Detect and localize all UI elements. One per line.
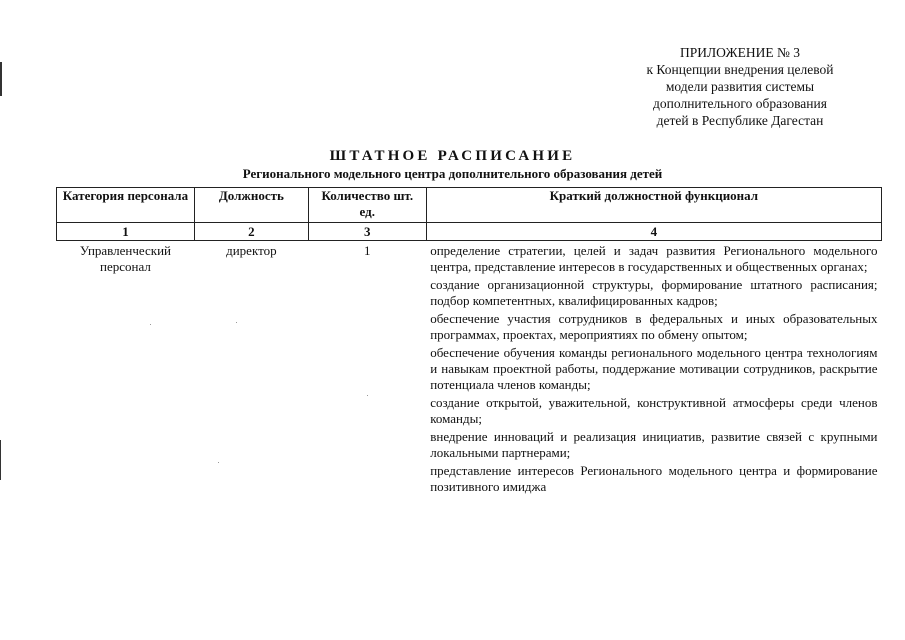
cell-count: 1 [364, 243, 371, 258]
document-title: ШТАТНОЕ РАСПИСАНИЕ [329, 148, 576, 164]
function-item: обеспечение участия сотрудников в федеральных и иных образовательных программах, проектах, мероприятиях по обмену опытом; [430, 311, 878, 342]
column-number: 3 [308, 223, 426, 241]
header-count: Количество шт. ед. [308, 188, 426, 223]
appendix-line: модели развития системы [665, 79, 815, 94]
table-header-row [57, 188, 882, 223]
appendix-line: детей в Республике Дагестан [656, 113, 824, 128]
scan-speck [218, 462, 219, 463]
function-item: определение стратегии, целей и задач развития Регионального модельного центра, представление интересов в государственных и общественных органах; [430, 243, 878, 274]
function-item: создание организационной структуры, формирование штатного расписания; подбор компетентных, квалифицированных кадров; [430, 277, 878, 308]
appendix-line: ПРИЛОЖЕНИЕ № 3 [679, 45, 801, 60]
appendix-line: к Концепции внедрения целевой [646, 62, 834, 77]
staff-schedule-table [56, 187, 882, 497]
column-number: 4 [426, 223, 881, 241]
table-row [57, 241, 882, 498]
function-item: обеспечение обучения команды регионального модельного центра технологиям и навыкам проектной работы, поддержание мотивации сотрудников, раскрытие потенциала членов команды; [430, 345, 878, 392]
scan-speck [236, 322, 237, 323]
appendix-header [610, 44, 870, 129]
function-item: создание открытой, уважительной, конструктивной атмосферы среди членов команды; [430, 395, 878, 426]
scan-edge-mark [0, 440, 1, 480]
function-item: представление интересов Регионального модельного центра и формирование позитивного имиджа [430, 463, 878, 494]
appendix-line: дополнительного образования [653, 96, 827, 111]
header-functions: Краткий должностной функционал [426, 188, 881, 223]
document-subtitle: Регионального модельного центра дополнительного образования детей [242, 166, 663, 181]
column-number-row [57, 223, 882, 241]
cell-category: Управленческий персонал [79, 243, 171, 274]
cell-functions [426, 241, 881, 498]
scan-speck [367, 395, 368, 396]
function-item: внедрение инноваций и реализация инициатив, развитие связей с крупными локальными партнерами; [430, 429, 878, 460]
header-position: Должность [194, 188, 308, 223]
scan-edge-mark [0, 62, 2, 96]
cell-position: директор [226, 243, 277, 258]
scan-speck [150, 324, 151, 325]
header-category: Категория персонала [57, 188, 195, 223]
column-number: 1 [57, 223, 195, 241]
column-number: 2 [194, 223, 308, 241]
